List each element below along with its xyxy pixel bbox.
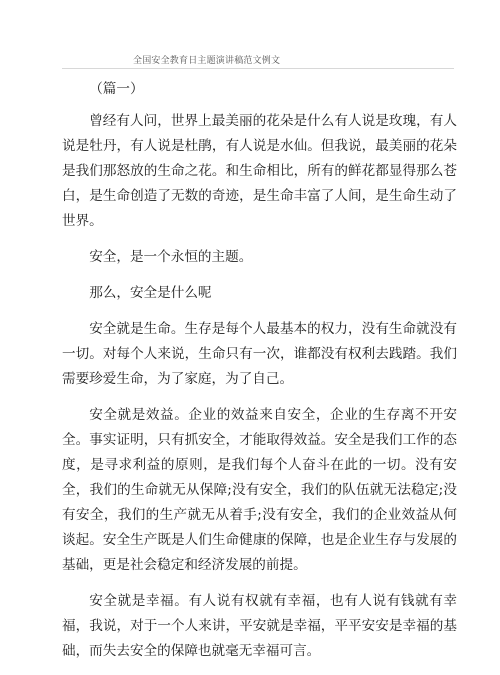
paragraph: 安全，是一个永恒的主题。 — [89, 249, 253, 265]
paragraph: 安全就是生命。生存是每个人最基本的权力，没有生命就没有一切。对每个人来说，生命只有一次，谁都没有权利去践踏。我们需要珍爱生命，为了家庭，为了自己。 — [62, 321, 457, 387]
paragraph: 安全就是效益。企业的效益来自安全，企业的生存离不开安全。事实证明，只有抓安全，才能取得效益。安全是我们工作的态度，是寻求利益的原则，是我们每个人奋斗在此的一切。没有安全，我们的生命就无从保障;没有安全，我们的队伍就无法稳定;没有安全，我们的生产就无从着手;没有安全，我们的企业效益从何谈起。安全生产既是人们生命健康的保障，也是企业生存与发展的基础，更是社会稳定和经济发展的前提。 — [62, 407, 457, 573]
document-body — [62, 78, 457, 675]
header-divider — [62, 68, 454, 69]
section-label: （篇一） — [89, 81, 144, 97]
page-header: 全国安全教育日主题演讲稿范文例文 — [133, 56, 281, 66]
paragraph: 那么，安全是什么呢 — [89, 285, 212, 301]
paragraph: 曾经有人问，世界上最美丽的花朵是什么有人说是玫瑰，有人说是牡丹，有人说是杜鹃，有人说是水仙。但我说，最美丽的花朵是我们那怒放的生命之花。和生命相比，所有的鲜花都显得那么苍白，是生命创造了无数的奇迹，是生命丰富了人间，是生命生动了世界。 — [62, 113, 457, 229]
paragraph: 安全就是幸福。有人说有权就有幸福，也有人说有钱就有幸福，我说，对于一个人来讲，平安就是幸福，平平安安是幸福的基础，而失去安全的保障也就毫无幸福可言。 — [62, 593, 457, 659]
